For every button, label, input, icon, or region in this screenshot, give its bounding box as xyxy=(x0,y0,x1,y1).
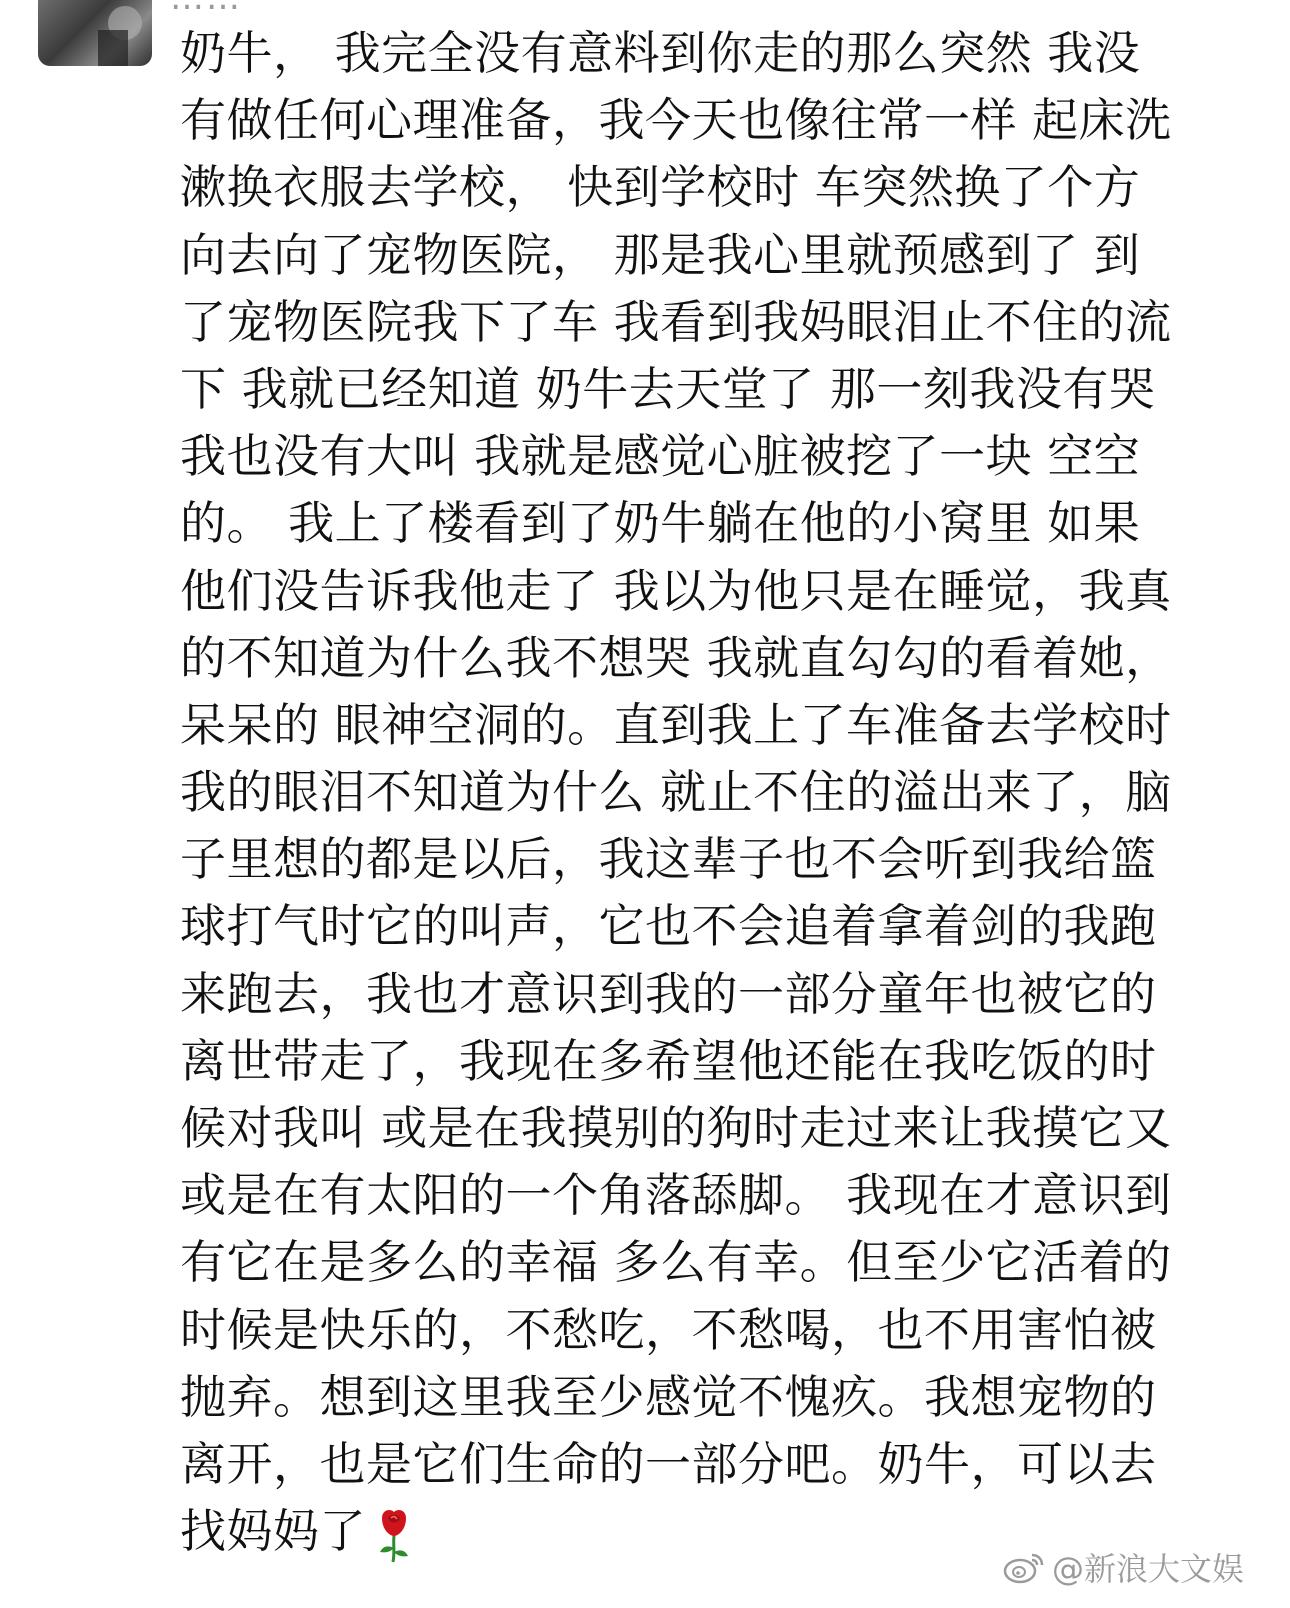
post-line: 来跑去，我也才意识到我的一部分童年也被它的 xyxy=(180,966,1157,1021)
post-body xyxy=(180,20,1260,1565)
post-line: 的不知道为什么我不想哭 我就直勾勾的看着她， xyxy=(180,630,1172,685)
post-line: 离世带走了，我现在多希望他还能在我吃饭的时 xyxy=(180,1033,1157,1088)
post-line: 时候是快乐的，不愁吃，不愁喝，也不用害怕被 xyxy=(180,1302,1157,1357)
cut-off-username xyxy=(170,0,500,10)
post-line: 呆呆的 眼神空洞的。直到我上了车准备去学校时 xyxy=(180,697,1172,752)
post-line: 奶牛， 我完全没有意料到你走的那么突然 我没 xyxy=(180,26,1141,80)
post-line: 漱换衣服去学校， 快到学校时 车突然换了个方 xyxy=(180,160,1141,215)
post-line: 我的眼泪不知道为什么 就止不住的溢出来了，脑 xyxy=(180,765,1172,820)
post-line: 候对我叫 或是在我摸别的狗时走过来让我摸它又 xyxy=(180,1101,1172,1155)
post-line: 离开，也是它们生命的一部分吧。奶牛，可以去 xyxy=(180,1436,1157,1491)
post-line: 了宠物医院我下了车 我看到我妈眼泪止不住的流 xyxy=(180,294,1172,349)
post-line: 有做任何心理准备，我今天也像往常一样 起床洗 xyxy=(180,93,1172,148)
post-line: 下 我就已经知道 奶牛去天堂了 那一刻我没有哭 xyxy=(180,361,1156,416)
post-line: 我也没有大叫 我就是感觉心脏被挖了一块 空空 xyxy=(180,429,1141,484)
cut-off-username-text xyxy=(170,0,500,18)
post-line: 的。 我上了楼看到了奶牛躺在他的小窝里 如果 xyxy=(180,496,1141,551)
post-line: 向去向了宠物医院， 那是我心里就预感到了 到 xyxy=(180,227,1141,282)
post-line: 抛弃。想到这里我至少感觉不愧疚。我想宠物的 xyxy=(180,1369,1157,1424)
watermark xyxy=(1002,1544,1244,1590)
weibo-icon xyxy=(1002,1549,1046,1585)
post-line: 或是在有太阳的一个角落舔脚。 我现在才意识到 xyxy=(180,1168,1172,1223)
post-line: 球打气时它的叫声，它也不会追着拿着剑的我跑 xyxy=(180,899,1157,954)
post-line: 找妈妈了 xyxy=(180,1504,366,1559)
post-line: 子里想的都是以后，我这辈子也不会听到我给篮 xyxy=(180,832,1157,887)
watermark-text: @新浪大文娱 xyxy=(1051,1550,1244,1588)
post-line: 有它在是多么的幸福 多么有幸。但至少它活着的 xyxy=(180,1235,1172,1290)
avatar[interactable] xyxy=(38,0,152,66)
avatar-shape xyxy=(98,30,128,66)
post-line: 他们没告诉我他走了 我以为他只是在睡觉，我真 xyxy=(180,563,1172,618)
rose-icon xyxy=(374,1506,414,1564)
